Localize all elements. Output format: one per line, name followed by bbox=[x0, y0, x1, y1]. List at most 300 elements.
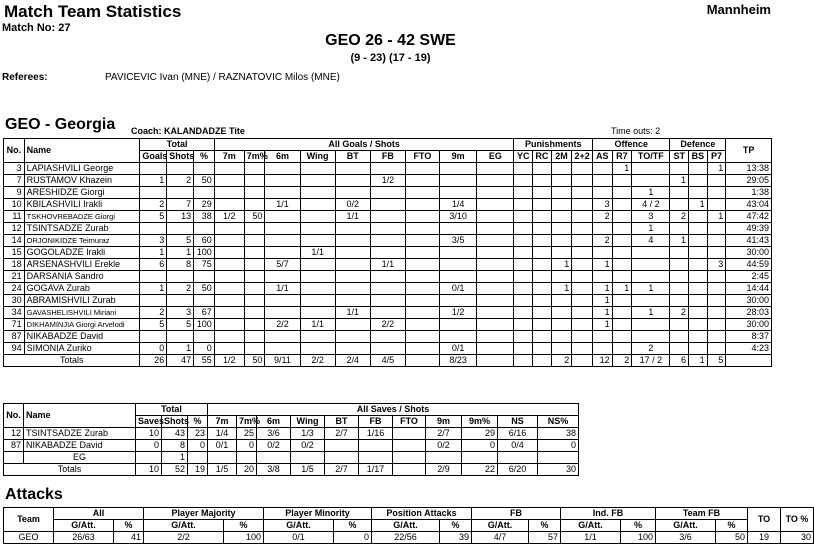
totals-cell: 55 bbox=[194, 355, 215, 367]
player-cell: 38 bbox=[194, 211, 215, 223]
player-cell bbox=[477, 343, 514, 355]
player-cell bbox=[405, 307, 439, 319]
player-cell: 13:38 bbox=[726, 163, 772, 175]
gk-cell bbox=[393, 440, 426, 452]
att-cell: 30 bbox=[781, 532, 814, 544]
player-cell bbox=[214, 235, 244, 247]
gk-col-name: Name bbox=[24, 404, 136, 428]
gk-row bbox=[4, 440, 579, 452]
player-cell bbox=[632, 259, 670, 271]
player-cell bbox=[477, 271, 514, 283]
player-cell bbox=[612, 259, 632, 271]
att-cell: GEO bbox=[4, 532, 54, 544]
col-header: AS bbox=[592, 151, 612, 163]
player-cell: 4 bbox=[632, 235, 670, 247]
player-cell bbox=[477, 283, 514, 295]
player-cell bbox=[612, 187, 632, 199]
player-cell bbox=[707, 343, 726, 355]
gk-cell bbox=[426, 452, 462, 464]
player-cell bbox=[632, 175, 670, 187]
player-row bbox=[4, 259, 772, 271]
col-header: BS bbox=[689, 151, 708, 163]
att-sub-pct: % bbox=[334, 520, 372, 532]
att-cell: 57 bbox=[529, 532, 561, 544]
gk-cell bbox=[257, 452, 291, 464]
gk-totals-cell: 52 bbox=[162, 464, 188, 476]
player-cell bbox=[167, 163, 194, 175]
player-cell bbox=[335, 259, 370, 271]
totals-cell: 2 bbox=[612, 355, 632, 367]
player-cell bbox=[670, 247, 689, 259]
player-cell bbox=[265, 271, 300, 283]
player-cell bbox=[265, 187, 300, 199]
player-cell bbox=[300, 163, 335, 175]
totals-cell bbox=[405, 355, 439, 367]
player-name: ORJONIKIDZE Teimuraz bbox=[24, 235, 140, 247]
player-cell bbox=[592, 223, 612, 235]
player-cell bbox=[551, 223, 572, 235]
player-cell bbox=[370, 199, 405, 211]
gk-col-header: 7m% bbox=[237, 416, 257, 428]
player-cell: 5 bbox=[140, 319, 167, 331]
gk-col-header: NS% bbox=[538, 416, 579, 428]
gk-name: TSINTSADZE Zurab bbox=[24, 428, 136, 440]
player-cell bbox=[551, 307, 572, 319]
player-cell bbox=[405, 187, 439, 199]
player-cell bbox=[300, 343, 335, 355]
player-cell bbox=[551, 247, 572, 259]
gk-col-header: 7m bbox=[208, 416, 237, 428]
col-header: TO/TF bbox=[632, 151, 670, 163]
player-cell bbox=[300, 199, 335, 211]
gk-cell bbox=[359, 452, 393, 464]
player-cell bbox=[592, 331, 612, 343]
group-total: Total bbox=[140, 139, 214, 151]
player-cell bbox=[533, 163, 552, 175]
gk-col-header: FTO bbox=[393, 416, 426, 428]
gk-cell bbox=[393, 428, 426, 440]
player-cell bbox=[689, 163, 708, 175]
player-cell bbox=[670, 163, 689, 175]
gk-totals-cell: 2/7 bbox=[325, 464, 359, 476]
totals-label: Totals bbox=[4, 355, 140, 367]
player-cell bbox=[370, 295, 405, 307]
player-cell bbox=[477, 187, 514, 199]
col-name: Name bbox=[24, 139, 140, 163]
player-cell bbox=[612, 175, 632, 187]
player-cell bbox=[689, 235, 708, 247]
player-cell bbox=[533, 331, 552, 343]
player-cell bbox=[265, 307, 300, 319]
col-header: ST bbox=[670, 151, 689, 163]
player-cell bbox=[300, 175, 335, 187]
player-cell bbox=[140, 223, 167, 235]
player-cell bbox=[370, 307, 405, 319]
player-cell: 21 bbox=[4, 271, 25, 283]
totals-cell bbox=[533, 355, 552, 367]
player-cell bbox=[214, 259, 244, 271]
player-cell: 30:00 bbox=[726, 319, 772, 331]
att-cell: 19 bbox=[748, 532, 781, 544]
col-header: Shots bbox=[167, 151, 194, 163]
player-cell bbox=[514, 319, 533, 331]
gk-cell: 1/16 bbox=[359, 428, 393, 440]
player-cell bbox=[477, 211, 514, 223]
player-cell bbox=[551, 295, 572, 307]
player-cell bbox=[670, 223, 689, 235]
gk-row bbox=[4, 428, 579, 440]
player-cell: 1 bbox=[551, 283, 572, 295]
player-cell bbox=[167, 187, 194, 199]
player-cell: 4:23 bbox=[726, 343, 772, 355]
col-header: 9m bbox=[440, 151, 477, 163]
player-cell bbox=[265, 223, 300, 235]
gk-cell bbox=[325, 440, 359, 452]
player-cell: 1 bbox=[632, 307, 670, 319]
player-cell: 5 bbox=[140, 211, 167, 223]
player-cell bbox=[670, 283, 689, 295]
player-cell bbox=[370, 283, 405, 295]
player-cell bbox=[612, 271, 632, 283]
player-cell bbox=[300, 259, 335, 271]
totals-cell: 2 bbox=[551, 355, 572, 367]
player-cell bbox=[244, 247, 265, 259]
player-cell bbox=[214, 199, 244, 211]
att-cell: 100 bbox=[621, 532, 656, 544]
player-cell bbox=[214, 295, 244, 307]
player-cell bbox=[477, 163, 514, 175]
player-cell: 2 bbox=[592, 211, 612, 223]
gk-cell bbox=[359, 440, 393, 452]
player-cell bbox=[194, 331, 215, 343]
player-cell bbox=[514, 223, 533, 235]
player-cell bbox=[707, 235, 726, 247]
col-tp: TP bbox=[726, 139, 772, 163]
player-cell bbox=[533, 211, 552, 223]
player-cell: 1/2 bbox=[370, 175, 405, 187]
player-cell: 3 bbox=[707, 259, 726, 271]
gk-totals-cell: 1/17 bbox=[359, 464, 393, 476]
player-cell bbox=[477, 175, 514, 187]
player-cell bbox=[167, 295, 194, 307]
player-cell bbox=[265, 235, 300, 247]
player-cell bbox=[533, 343, 552, 355]
col-header: 2+2 bbox=[572, 151, 593, 163]
player-cell: 0 bbox=[194, 343, 215, 355]
player-cell: 87 bbox=[4, 331, 25, 343]
player-cell: 2/2 bbox=[265, 319, 300, 331]
player-cell: 41:43 bbox=[726, 235, 772, 247]
gk-group-saves-shots: All Saves / Shots bbox=[208, 404, 579, 416]
player-cell: 15 bbox=[4, 247, 25, 259]
player-cell: 50 bbox=[194, 283, 215, 295]
gk-cell bbox=[136, 452, 162, 464]
player-cell: 0/1 bbox=[440, 283, 477, 295]
gk-totals-cell: 3/8 bbox=[257, 464, 291, 476]
player-cell bbox=[477, 199, 514, 211]
player-cell: 5/7 bbox=[265, 259, 300, 271]
player-cell bbox=[572, 247, 593, 259]
totals-cell: 2/4 bbox=[335, 355, 370, 367]
player-cell bbox=[370, 343, 405, 355]
player-cell bbox=[300, 211, 335, 223]
player-cell: 0/2 bbox=[335, 199, 370, 211]
player-cell: 100 bbox=[194, 319, 215, 331]
player-cell bbox=[214, 223, 244, 235]
gk-cell: 29 bbox=[462, 428, 498, 440]
player-cell: 2:45 bbox=[726, 271, 772, 283]
player-cell bbox=[670, 295, 689, 307]
player-cell bbox=[632, 247, 670, 259]
gk-totals-cell: 30 bbox=[538, 464, 579, 476]
totals-cell bbox=[514, 355, 533, 367]
player-cell bbox=[244, 175, 265, 187]
player-cell bbox=[689, 259, 708, 271]
player-cell bbox=[244, 283, 265, 295]
gk-col-header: Wing bbox=[291, 416, 325, 428]
player-cell bbox=[300, 223, 335, 235]
player-cell bbox=[440, 163, 477, 175]
player-cell bbox=[405, 271, 439, 283]
gk-cell bbox=[325, 452, 359, 464]
player-cell bbox=[612, 223, 632, 235]
player-cell bbox=[214, 271, 244, 283]
col-header: Wing bbox=[300, 151, 335, 163]
player-row bbox=[4, 343, 772, 355]
gk-totals-cell: 20 bbox=[237, 464, 257, 476]
player-cell bbox=[551, 175, 572, 187]
gk-totals-cell: 6/20 bbox=[498, 464, 538, 476]
player-cell bbox=[572, 331, 593, 343]
player-cell: 1 bbox=[140, 175, 167, 187]
player-cell bbox=[670, 319, 689, 331]
player-cell bbox=[244, 319, 265, 331]
player-cell bbox=[689, 283, 708, 295]
col-header: % bbox=[194, 151, 215, 163]
gk-cell: 3/6 bbox=[257, 428, 291, 440]
player-name: GOGAVA Zurab bbox=[24, 283, 140, 295]
player-cell bbox=[405, 343, 439, 355]
player-cell bbox=[300, 271, 335, 283]
player-cell bbox=[514, 163, 533, 175]
player-cell bbox=[632, 295, 670, 307]
gk-totals-cell: 22 bbox=[462, 464, 498, 476]
player-cell bbox=[244, 307, 265, 319]
gk-cell: 87 bbox=[4, 440, 24, 452]
player-cell: 1 bbox=[592, 307, 612, 319]
att-group-fb: FB bbox=[472, 508, 561, 520]
player-cell: 67 bbox=[194, 307, 215, 319]
player-cell bbox=[533, 235, 552, 247]
player-cell bbox=[689, 307, 708, 319]
player-cell bbox=[335, 235, 370, 247]
totals-cell bbox=[726, 355, 772, 367]
totals-cell bbox=[572, 355, 593, 367]
team-name: GEO - Georgia bbox=[5, 116, 116, 133]
player-row bbox=[4, 331, 772, 343]
player-cell: 3 bbox=[167, 307, 194, 319]
player-cell bbox=[214, 343, 244, 355]
page-title: Match Team Statistics bbox=[4, 2, 182, 21]
player-cell bbox=[265, 331, 300, 343]
totals-cell: 47 bbox=[167, 355, 194, 367]
att-col-to: TO bbox=[748, 508, 781, 532]
player-cell: 60 bbox=[194, 235, 215, 247]
player-cell: 1/1 bbox=[300, 319, 335, 331]
player-cell bbox=[612, 331, 632, 343]
player-cell bbox=[300, 283, 335, 295]
player-cell bbox=[707, 307, 726, 319]
player-cell bbox=[612, 235, 632, 247]
att-group-majority: Player Majority bbox=[144, 508, 264, 520]
player-cell: 28:03 bbox=[726, 307, 772, 319]
player-cell: 12 bbox=[4, 223, 25, 235]
player-cell bbox=[551, 331, 572, 343]
att-sub-pct: % bbox=[440, 520, 472, 532]
player-row bbox=[4, 271, 772, 283]
player-cell bbox=[300, 235, 335, 247]
player-cell: 7 bbox=[167, 199, 194, 211]
col-header: R7 bbox=[612, 151, 632, 163]
gk-totals-cell: 10 bbox=[136, 464, 162, 476]
player-cell: 9 bbox=[4, 187, 25, 199]
player-cell bbox=[265, 343, 300, 355]
player-cell: 3 bbox=[592, 199, 612, 211]
player-cell bbox=[300, 307, 335, 319]
player-cell: 1 bbox=[689, 199, 708, 211]
gk-col-header: % bbox=[188, 416, 208, 428]
gk-cell bbox=[4, 452, 24, 464]
player-cell: 34 bbox=[4, 307, 25, 319]
player-cell bbox=[265, 163, 300, 175]
player-cell bbox=[370, 235, 405, 247]
player-cell bbox=[551, 163, 572, 175]
col-header: BT bbox=[335, 151, 370, 163]
player-cell: 2 bbox=[140, 199, 167, 211]
att-cell: 50 bbox=[716, 532, 748, 544]
att-sub-ga: G/Att. bbox=[144, 520, 224, 532]
player-cell: 1 bbox=[632, 187, 670, 199]
player-cell: 44:59 bbox=[726, 259, 772, 271]
player-cell bbox=[533, 271, 552, 283]
player-cell bbox=[440, 259, 477, 271]
player-cell: 75 bbox=[194, 259, 215, 271]
player-name: TSKHOVREBADZE Giorgi bbox=[24, 211, 140, 223]
player-cell bbox=[689, 271, 708, 283]
player-cell: 1 bbox=[140, 247, 167, 259]
player-cell bbox=[514, 247, 533, 259]
player-cell bbox=[335, 295, 370, 307]
player-cell: 1/1 bbox=[335, 211, 370, 223]
player-cell bbox=[194, 271, 215, 283]
att-group-all: All bbox=[54, 508, 144, 520]
player-cell: 2 bbox=[167, 175, 194, 187]
player-cell bbox=[265, 175, 300, 187]
referees-value: PAVICEVIC Ivan (MNE) / RAZNATOVIC Milos (MNE) bbox=[105, 72, 340, 83]
player-cell bbox=[440, 187, 477, 199]
gk-col-no: No. bbox=[4, 404, 24, 428]
att-cell: 1/1 bbox=[561, 532, 621, 544]
att-sub-pct: % bbox=[529, 520, 561, 532]
player-cell bbox=[572, 199, 593, 211]
gk-cell bbox=[188, 452, 208, 464]
player-cell: 0 bbox=[140, 343, 167, 355]
player-cell bbox=[477, 223, 514, 235]
player-cell: 29:05 bbox=[726, 175, 772, 187]
totals-cell: 8/23 bbox=[440, 355, 477, 367]
player-cell: 50 bbox=[194, 175, 215, 187]
player-cell bbox=[300, 331, 335, 343]
player-cell bbox=[689, 319, 708, 331]
player-cell bbox=[477, 295, 514, 307]
gk-row bbox=[4, 452, 579, 464]
player-cell bbox=[689, 247, 708, 259]
att-group-position: Position Attacks bbox=[372, 508, 472, 520]
player-cell bbox=[477, 235, 514, 247]
player-name: ABRAMISHVILI Zurab bbox=[24, 295, 140, 307]
player-cell bbox=[194, 223, 215, 235]
att-cell: 0/1 bbox=[264, 532, 334, 544]
player-cell bbox=[335, 247, 370, 259]
player-cell bbox=[370, 163, 405, 175]
player-cell bbox=[533, 247, 552, 259]
att-row bbox=[4, 532, 814, 544]
gk-col-header: Saves bbox=[136, 416, 162, 428]
gk-cell: 0/1 bbox=[208, 440, 237, 452]
player-cell bbox=[370, 223, 405, 235]
player-cell bbox=[335, 187, 370, 199]
player-cell: 0/1 bbox=[440, 343, 477, 355]
gk-name: EG bbox=[24, 452, 136, 464]
player-cell bbox=[214, 163, 244, 175]
player-row bbox=[4, 307, 772, 319]
player-cell bbox=[140, 163, 167, 175]
goalkeeper-stats-table bbox=[3, 403, 579, 476]
player-cell bbox=[167, 331, 194, 343]
player-cell: 5 bbox=[167, 319, 194, 331]
player-cell bbox=[335, 163, 370, 175]
player-cell: 18 bbox=[4, 259, 25, 271]
player-cell: 1/1 bbox=[370, 259, 405, 271]
player-cell bbox=[514, 259, 533, 271]
att-sub-ga: G/Att. bbox=[561, 520, 621, 532]
player-cell: 14:44 bbox=[726, 283, 772, 295]
att-cell: 0 bbox=[334, 532, 372, 544]
player-cell bbox=[244, 259, 265, 271]
player-cell bbox=[689, 295, 708, 307]
player-cell bbox=[335, 343, 370, 355]
player-cell: 43:04 bbox=[726, 199, 772, 211]
player-cell bbox=[335, 319, 370, 331]
gk-cell bbox=[462, 452, 498, 464]
player-cell bbox=[572, 295, 593, 307]
player-cell bbox=[514, 199, 533, 211]
player-cell bbox=[477, 319, 514, 331]
gk-totals-cell bbox=[393, 464, 426, 476]
player-cell bbox=[612, 343, 632, 355]
player-cell bbox=[140, 331, 167, 343]
totals-cell: 9/11 bbox=[265, 355, 300, 367]
player-cell: 2 bbox=[592, 235, 612, 247]
totals-cell: 12 bbox=[592, 355, 612, 367]
col-header: FB bbox=[370, 151, 405, 163]
player-cell bbox=[592, 175, 612, 187]
gk-totals-cell: 2/9 bbox=[426, 464, 462, 476]
player-row bbox=[4, 319, 772, 331]
player-cell bbox=[572, 259, 593, 271]
player-cell bbox=[572, 343, 593, 355]
player-cell bbox=[689, 331, 708, 343]
